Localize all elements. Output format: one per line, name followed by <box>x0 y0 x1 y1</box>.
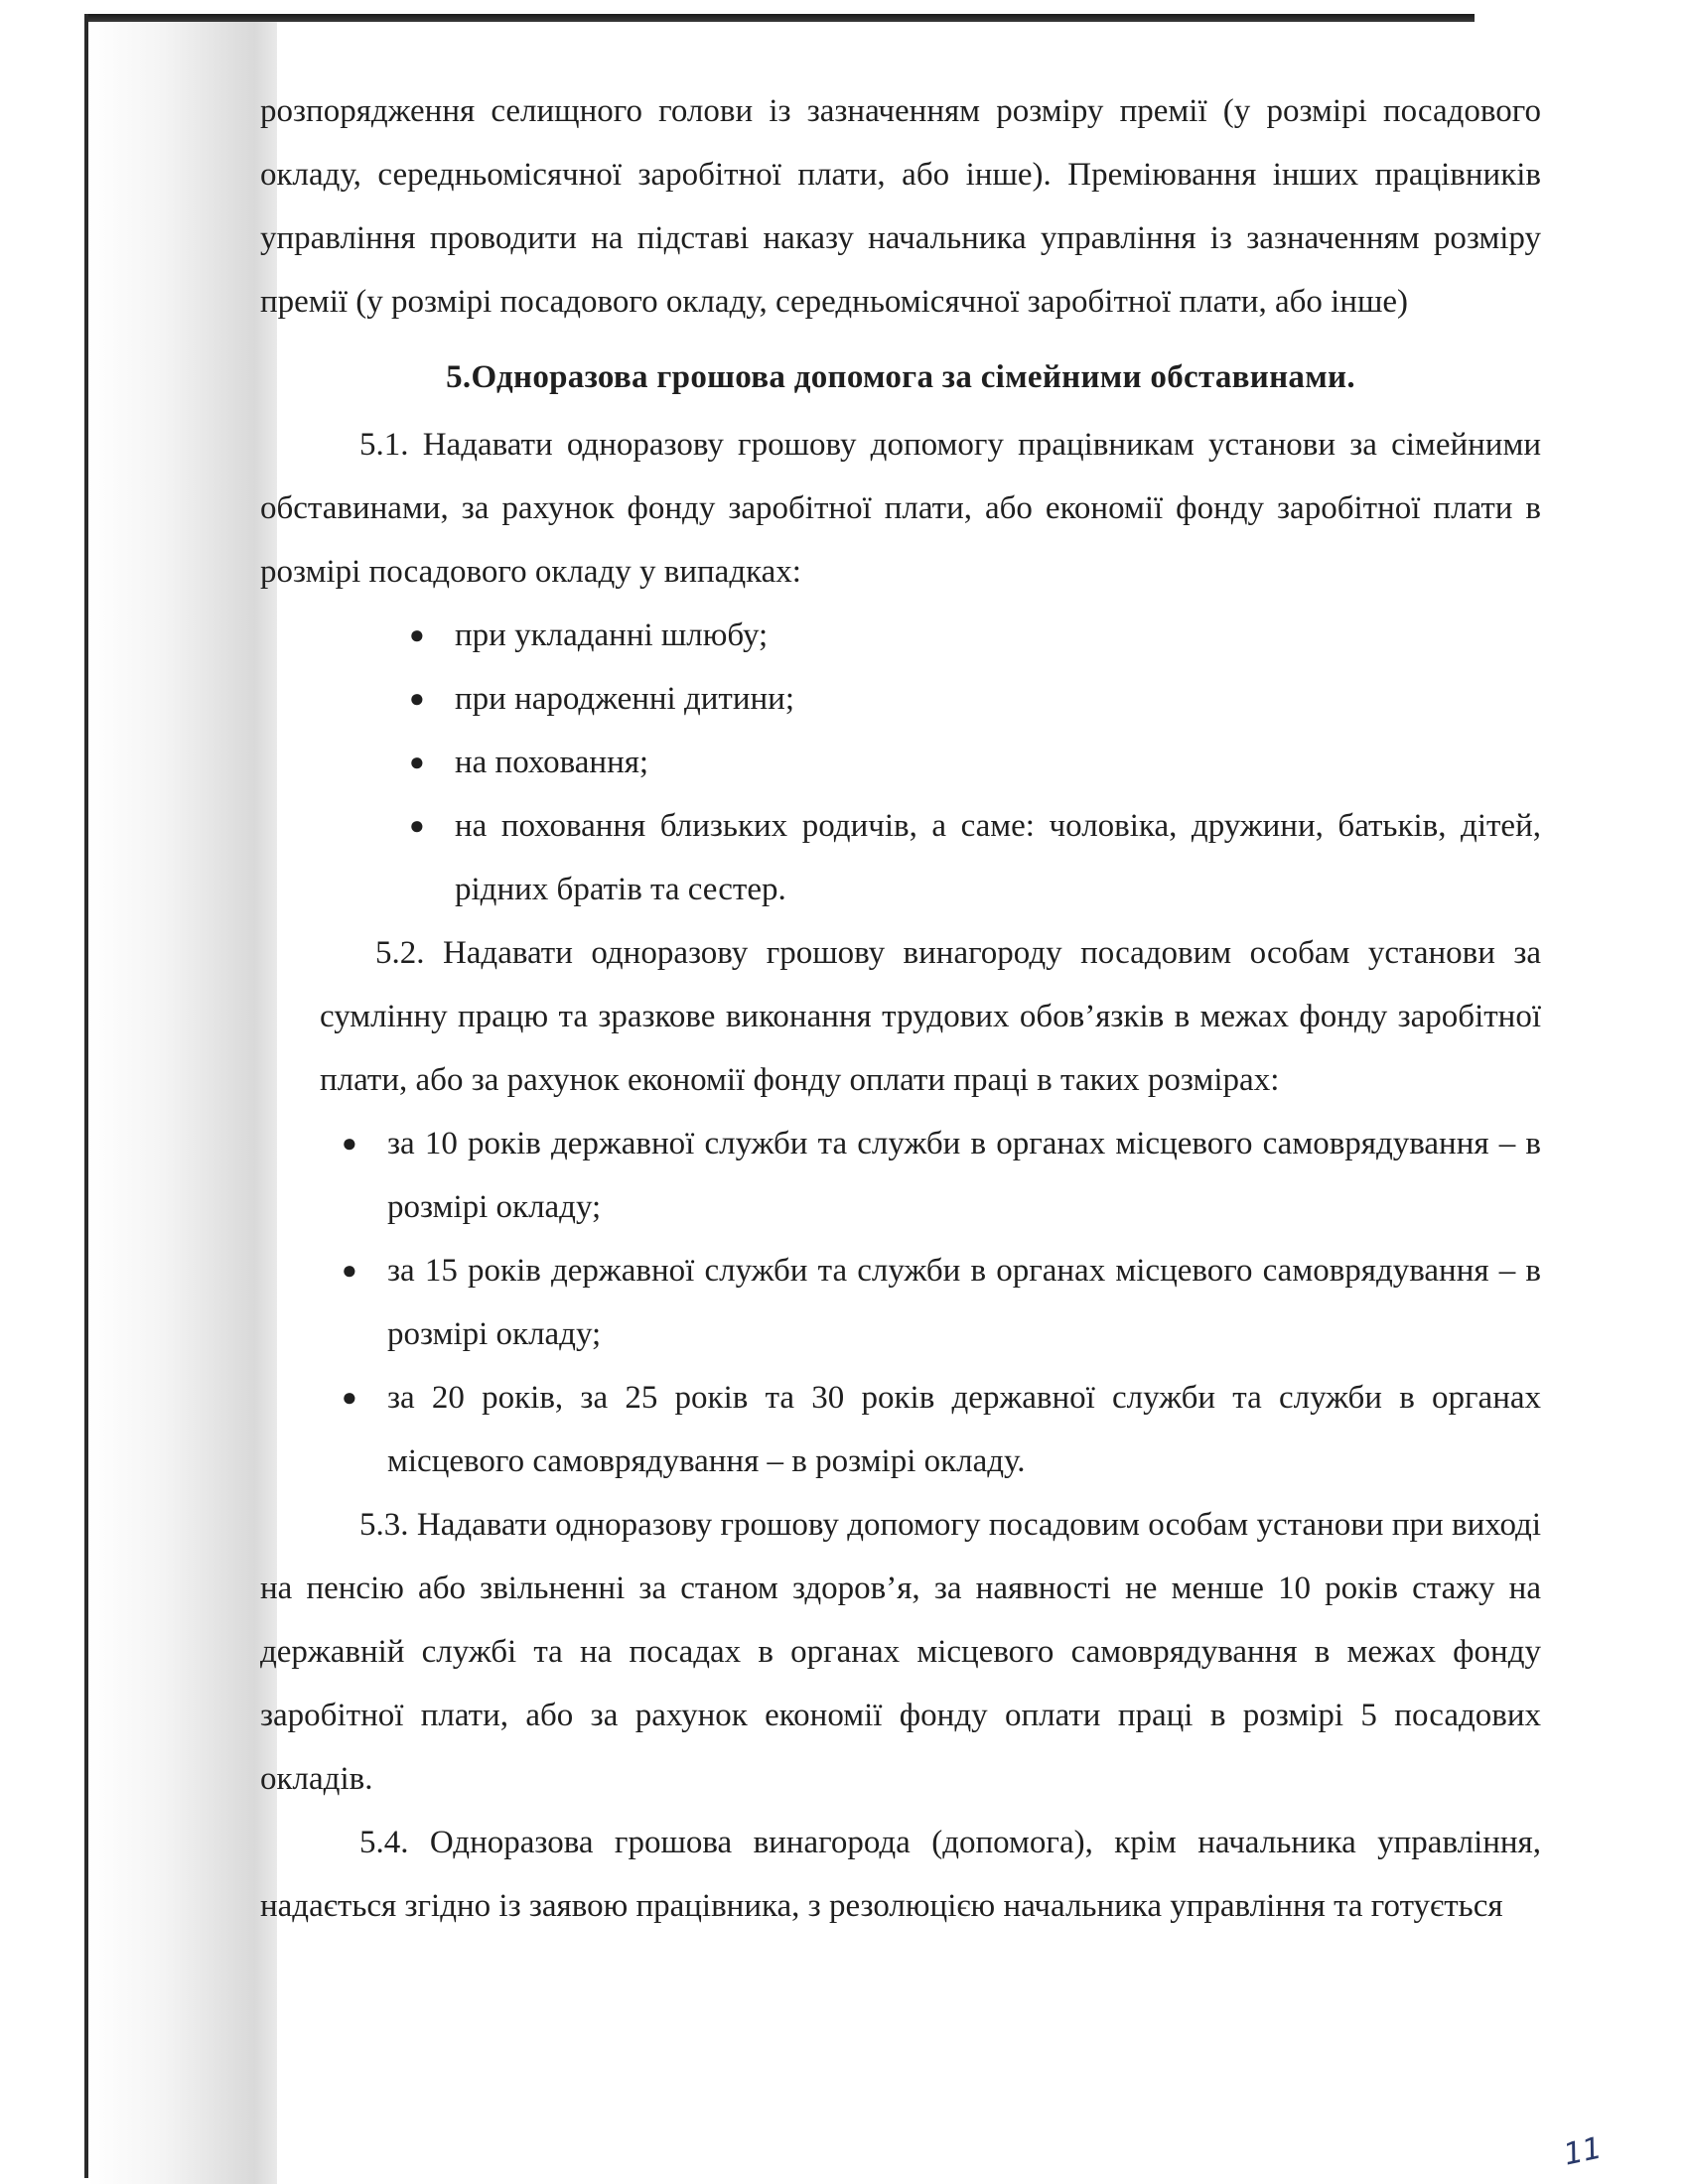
handwritten-page-number: 11 <box>1560 2130 1606 2173</box>
scan-top-edge <box>84 14 1475 22</box>
list-item-text: за 15 років державної служби та служби в органах місцевого самоврядування – в розмірі окладу; <box>387 1253 1541 1352</box>
list-item-text: на поховання близьких родичів, а саме: чоловіка, дружини, батьків, дітей, рідних братів та сестер. <box>455 808 1541 907</box>
bullet-icon: ● <box>409 684 425 713</box>
bullet-icon: ● <box>342 1129 357 1158</box>
bullet-icon: ● <box>409 748 425 776</box>
bullet-icon: ● <box>409 620 425 649</box>
intro-paragraph: розпорядження селищного голови із зазначенням розміру премії (у розмірі посадового окладу, середньомісячної заробітної плати, або інше). Преміювання інших працівників управління проводити на підставі наказу начальника управління із зазначенням розміру премії (у розмірі посадового окладу, середньомісячної заробітної плати, або інше) <box>260 93 1541 320</box>
list-item-text: на поховання; <box>455 745 649 780</box>
list-item-text: при народженні дитини; <box>455 681 794 717</box>
paragraph-5-1: 5.1. Надавати одноразову грошову допомогу працівникам установи за сімейними обставинами, за рахунок фонду заробітної плати, або економії фонду заробітної плати в розмірі посадового окладу у випадках: <box>260 427 1541 590</box>
list-item <box>409 604 1541 667</box>
paragraph-5-4: 5.4. Одноразова грошова винагорода (допомога), крім начальника управління, надається згідно із заявою працівника, з резолюцією начальника управління та готується <box>260 1825 1541 1924</box>
bullet-icon: ● <box>409 811 425 840</box>
list-5-1 <box>260 604 1541 921</box>
list-item <box>342 1239 1541 1366</box>
list-5-2 <box>260 1112 1541 1493</box>
list-item-text: за 20 років, за 25 років та 30 років державної служби та служби в органах місцевого самоврядування – в розмірі окладу. <box>387 1380 1541 1479</box>
binding-shadow <box>88 22 277 2184</box>
document-page <box>260 79 1541 1938</box>
list-item <box>409 731 1541 794</box>
bullet-icon: ● <box>342 1256 357 1285</box>
paragraph-5-3: 5.3. Надавати одноразову грошову допомогу посадовим особам установи при виході на пенсію або звільненні за станом здоров’я, за наявності не менше 10 років стажу на державній службі та на посадах в органах місцевого самоврядування в межах фонду заробітної плати, або за рахунок економії фонду оплати праці в розмірі 5 посадових окладів. <box>260 1507 1541 1797</box>
list-item-text: при укладанні шлюбу; <box>455 617 769 653</box>
bullet-icon: ● <box>342 1383 357 1412</box>
list-item <box>342 1366 1541 1493</box>
list-item <box>409 794 1541 921</box>
list-item <box>409 667 1541 731</box>
list-item-text: за 10 років державної служби та служби в органах місцевого самоврядування – в розмірі окладу; <box>387 1126 1541 1225</box>
section-heading: 5.Одноразова грошова допомога за сімейними обставинами. <box>446 359 1355 395</box>
paragraph-5-2: 5.2. Надавати одноразову грошову винагороду посадовим особам установи за сумлінну працю та зразкове виконання трудових обов’язків в межах фонду заробітної плати, або за рахунок економії фонду оплати праці в таких розмірах: <box>320 935 1541 1098</box>
list-item <box>342 1112 1541 1239</box>
